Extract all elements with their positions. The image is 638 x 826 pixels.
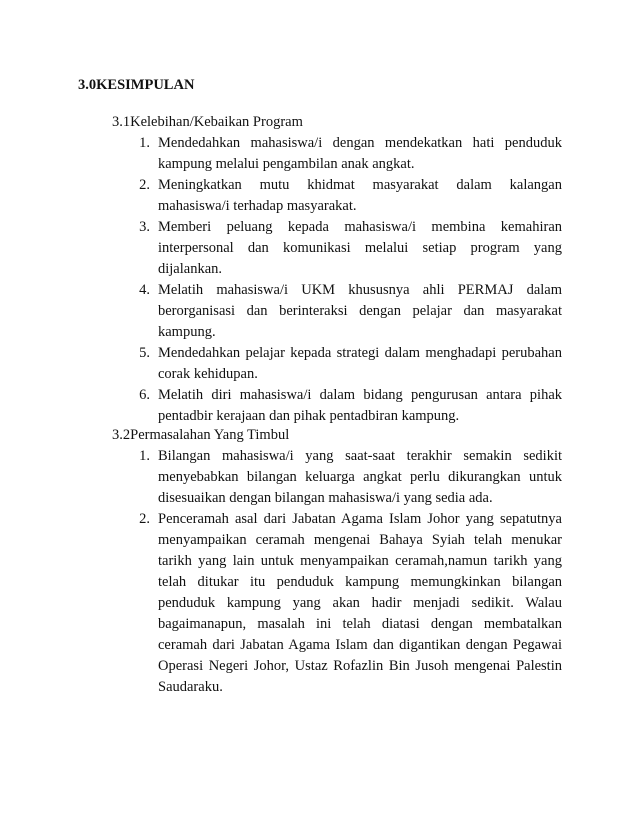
list-item-number: 6. [139, 387, 150, 403]
list-item-number: 1. [139, 448, 150, 464]
list-item-number: 3. [139, 219, 150, 235]
list-item [112, 133, 562, 175]
list-item [112, 446, 562, 509]
list-item-number: 5. [139, 345, 150, 361]
numbered-list [112, 133, 562, 427]
list-item [112, 509, 562, 698]
list-item-number: 4. [139, 282, 150, 298]
list-item-number: 2. [139, 177, 150, 193]
list-item-number: 1. [139, 135, 150, 151]
numbered-list [112, 446, 562, 698]
list-item-number: 2. [139, 511, 150, 527]
list-item [112, 385, 562, 427]
section-title: 3.1Kelebihan/Kebaikan Program [112, 114, 303, 130]
list-item [112, 280, 562, 343]
page-heading: 3.0KESIMPULAN [78, 77, 195, 93]
section-kelebihan [112, 112, 562, 427]
list-item [112, 217, 562, 280]
list-item-text: Melatih mahasiswa/i UKM khususnya ahli PERMAJ dalam berorganisasi dan berinteraksi dengan pelajar dan masyarakat kampung. [158, 282, 562, 340]
list-item-text: Memberi peluang kepada mahasiswa/i membina kemahiran interpersonal dan komunikasi melalui setiap program yang dijalankan. [158, 219, 562, 277]
list-item-text: Mendedahkan pelajar kepada strategi dalam menghadapi perubahan corak kehidupan. [158, 345, 562, 382]
section-title: 3.2Permasalahan Yang Timbul [112, 427, 290, 443]
section-permasalahan [112, 425, 562, 698]
list-item-text: Melatih diri mahasiswa/i dalam bidang pengurusan antara pihak pentadbir kerajaan dan pihak pentadbiran kampung. [158, 387, 562, 424]
list-item-text: Penceramah asal dari Jabatan Agama Islam Johor yang sepatutnya menyampaikan ceramah mengenai Bahaya Syiah telah menukar tarikh yang lain untuk menyampaikan ceramah,namun tarikh yang telah ditukar itu penduduk kampung memungkinkan bilangan penduduk kampung yang akan hadir menjadi sedikit. Walau bagaimanapun, masalah ini telah diatasi dengan membatalkan ceramah dari Jabatan Agama Islam dan digantikan dengan Pegawai Operasi Negeri Johor, Ustaz Rofazlin Bin Jusoh mengenai Palestin Saudaraku. [158, 511, 562, 695]
list-item-text: Mendedahkan mahasiswa/i dengan mendekatkan hati penduduk kampung melalui pengambilan anak angkat. [158, 135, 562, 172]
list-item [112, 343, 562, 385]
list-item-text: Meningkatkan mutu khidmat masyarakat dalam kalangan mahasiswa/i terhadap masyarakat. [158, 177, 562, 214]
list-item [112, 175, 562, 217]
list-item-text: Bilangan mahasiswa/i yang saat-saat terakhir semakin sedikit menyebabkan bilangan keluarga angkat perlu dikurangkan untuk disesuaikan dengan bilangan mahasiswa/i yang sedia ada. [158, 448, 562, 506]
